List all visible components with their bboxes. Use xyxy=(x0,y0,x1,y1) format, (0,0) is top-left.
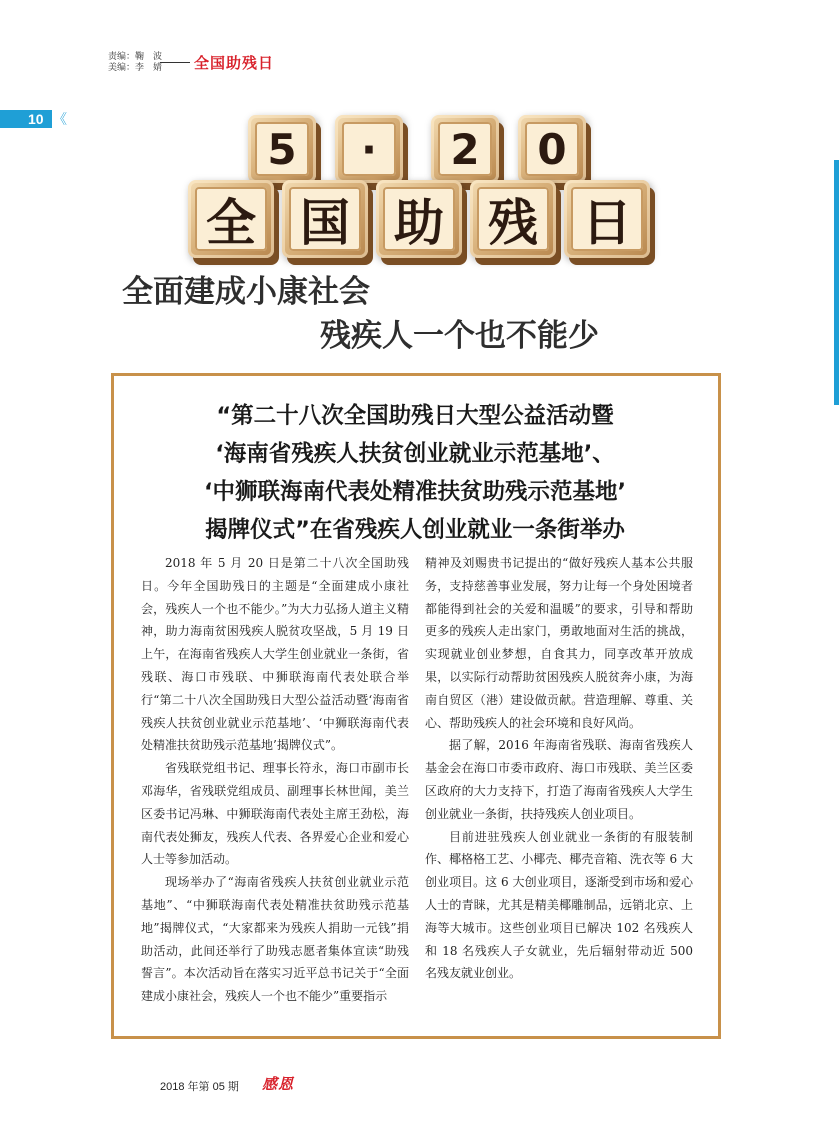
article-paragraph: 现场举办了“海南省残疾人扶贫创业就业示范基地”、“中狮联海南代表处精准扶贫助残示范基地”揭牌仪式，“大家都来为残疾人捐助一元钱”捐助活动，此间还举行了助残志愿者集体宣读“助残誓言”。本次活动旨在落实习近平总书记关于“全面建成小康社会，残疾人一个也不能少”重要指示 xyxy=(141,875,409,1004)
staff-credits xyxy=(108,52,162,74)
block-char: 国 xyxy=(289,187,361,251)
headline-line: “第二十八次全国助残日大型公益活动暨 xyxy=(216,403,614,429)
article-paragraph: 据了解，2016 年海南省残联、海南省残疾人基金会在海口市委市政府、海口市残联、美兰区委区政府的大力支持下，打造了海南省残疾人大学生创业就业一条街，扶持残疾人创业项目。 xyxy=(425,738,693,821)
wood-block xyxy=(518,115,586,183)
header-rule xyxy=(160,62,190,63)
block-char: 残 xyxy=(477,187,549,251)
block-char: 5 xyxy=(255,122,309,176)
block-char: 0 xyxy=(525,122,579,176)
wood-block xyxy=(188,180,274,258)
page-arrows: 《 xyxy=(53,112,67,128)
article-column-right xyxy=(425,552,693,985)
block-char: 日 xyxy=(571,187,643,251)
page-number: 10 xyxy=(28,111,44,127)
wood-block xyxy=(376,180,462,258)
wood-block xyxy=(248,115,316,183)
section-title: 全国助残日 xyxy=(194,54,275,72)
article-column-left xyxy=(141,552,409,1008)
wood-block xyxy=(431,115,499,183)
block-char: 2 xyxy=(438,122,492,176)
article-paragraph: 2018 年 5 月 20 日是第二十八次全国助残日。今年全国助残日的主题是“全面建成小康社会，残疾人一个也不能少。”为大力弘扬人道主义精神，助力海南贫困残疾人脱贫攻坚战，5 月 19 日上午，在海南省残疾人大学生创业就业一条街，省残联、海口市残联、中狮联海南代表处联合举行“第二十八次全国助残日大型公益活动暨‘海南省残疾人扶贫创业就业示范基地’、‘中狮联海南代表处精准扶贫助残示范基地’揭牌仪式”。 xyxy=(141,556,409,753)
designer-credit: 美编：李 婧 xyxy=(108,63,163,73)
wood-block xyxy=(282,180,368,258)
edge-color-bar xyxy=(834,160,839,405)
block-char: · xyxy=(342,122,396,176)
editor-credit: 责编：鞠 波 xyxy=(108,52,163,62)
block-char: 助 xyxy=(383,187,455,251)
magazine-logo: 感恩 xyxy=(262,1075,295,1093)
headline-line: 揭牌仪式”在省残疾人创业就业一条街举办 xyxy=(205,517,625,543)
article-paragraph: 目前进驻残疾人创业就业一条街的有服装制作、椰格格工艺、小椰壳、椰壳音箱、洗衣等 6 大创业项目。这 6 大创业项目，逐渐受到市场和爱心人士的青睐，尤其是精美椰雕制品，远销北京、上海等大城市。这些创业项目已解决 102 名残疾人和 18 名残疾人子女就业，先后辐射带动近 500 名残友就业创业。 xyxy=(425,829,693,981)
page-tab xyxy=(0,110,52,128)
slogan-line-2: 残疾人一个也不能少 xyxy=(320,318,599,354)
slogan-line-1: 全面建成小康社会 xyxy=(122,274,370,310)
headline-line: ‘中狮联海南代表处精准扶贫助残示范基地’ xyxy=(203,479,627,505)
article-paragraph: 精神及刘赐贵书记提出的“做好残疾人基本公共服务，支持慈善事业发展，努力让每一个身处困境者都能得到社会的关爱和温暖”的要求，引导和帮助更多的残疾人走出家门，勇敢地面对生活的挑战，实现就业创业梦想，自食其力，同享改革开放成果，以实际行动帮助贫困残疾人脱贫奔小康，为海南自贸区（港）建设做贡献。营造理解、尊重、关心、帮助残疾人的社会环境和良好风尚。 xyxy=(425,556,693,730)
block-char: 全 xyxy=(195,187,267,251)
wood-block xyxy=(470,180,556,258)
headline-line: ‘海南省残疾人扶贫创业就业示范基地’、 xyxy=(215,441,615,467)
wood-block xyxy=(564,180,650,258)
wood-block xyxy=(335,115,403,183)
issue-info: 2018 年第 05 期 xyxy=(160,1081,239,1093)
article-paragraph: 省残联党组书记、理事长符永，海口市副市长邓海华，省残联党组成员、副理事长林世闻，美兰区委书记冯琳、中狮联海南代表处主席王劲松，海南代表处狮友，残疾人代表、各界爱心企业和爱心人士等参加活动。 xyxy=(141,761,409,867)
